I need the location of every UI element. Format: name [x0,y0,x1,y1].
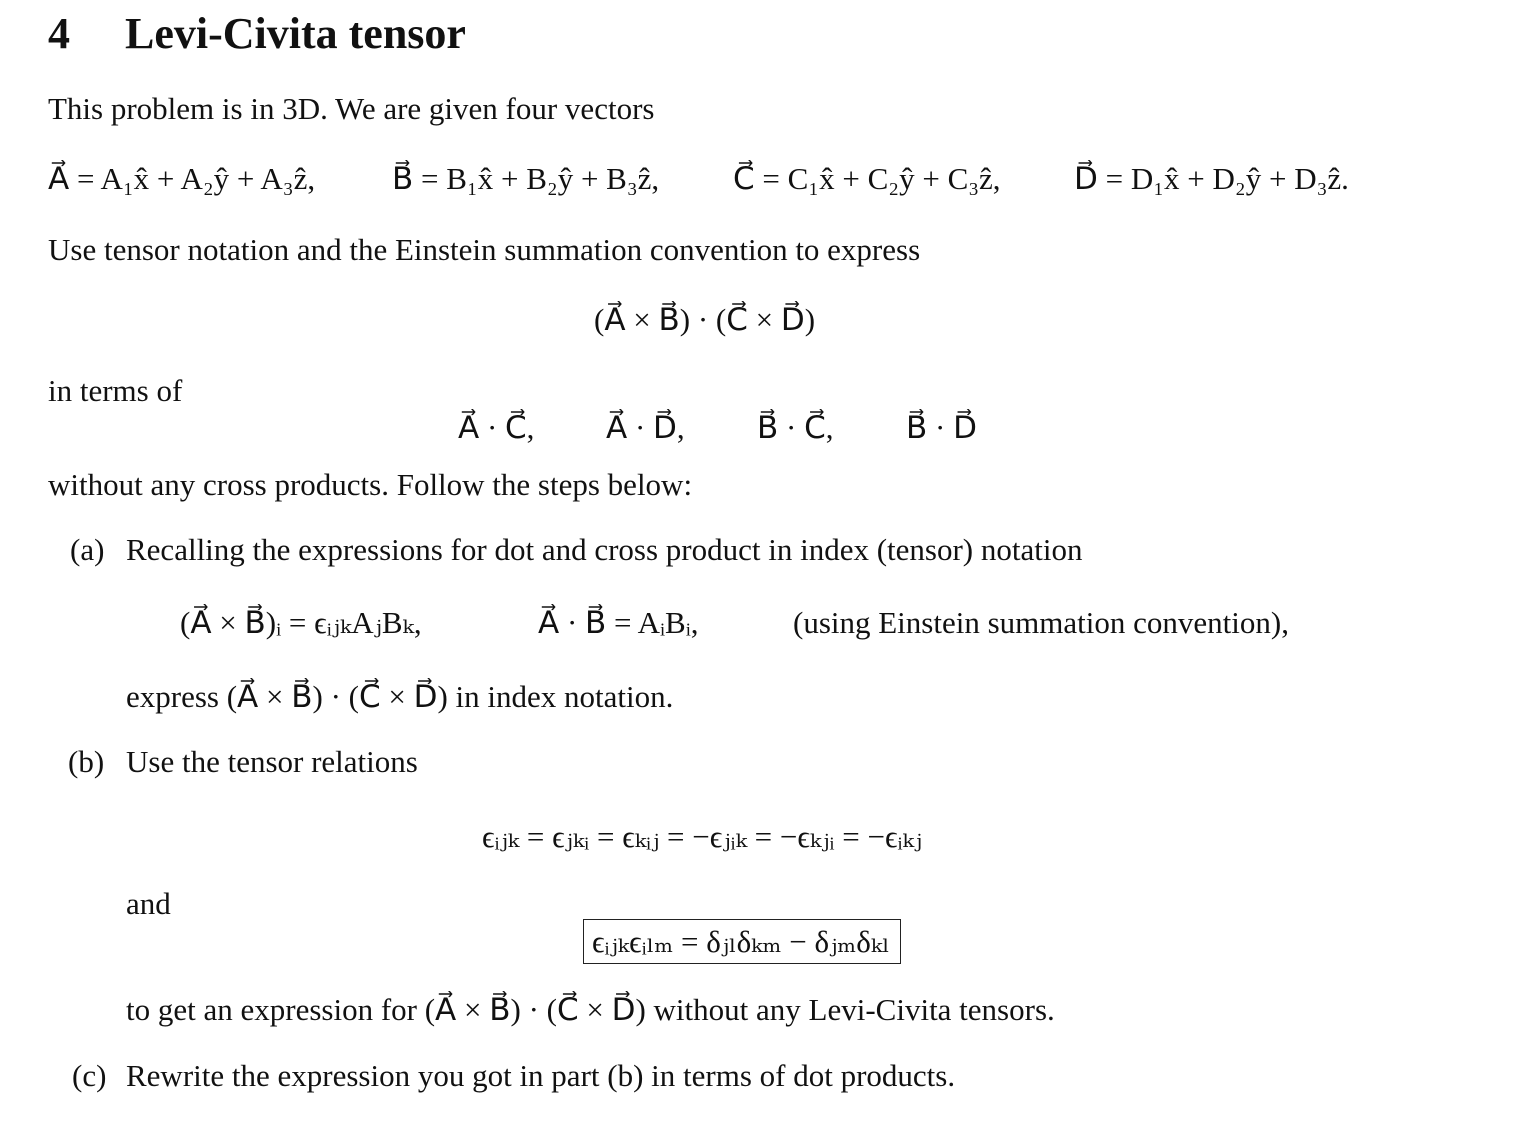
levi-civita-relations: ϵᵢⱼₖ = ϵⱼₖᵢ = ϵₖᵢⱼ = −ϵⱼᵢₖ = −ϵₖⱼᵢ = −ϵᵢₖⱼ [482,819,923,854]
epsilon-delta-identity: ϵᵢⱼₖϵᵢₗₘ = δⱼₗδₖₘ − δⱼₘδₖₗ [583,919,901,964]
part-a-express: express (A⃗ × B⃗) · (C⃗ × D⃗) in index notation. [126,679,674,714]
summation-note: (using Einstein summation convention), [793,605,1289,640]
dot-product-a-c: A⃗ · C⃗, [458,410,535,445]
vector-d-definition: D⃗ = D₁x̂ + D₂ŷ + D₃ẑ. [1074,161,1349,196]
part-a-text: Recalling the expressions for dot and cross product in index (tensor) notation [126,532,1083,567]
dot-product-formula: A⃗ · B⃗ = AᵢBᵢ, [538,605,699,640]
use-instruction: Use tensor notation and the Einstein summation convention to express [48,232,921,267]
target-expression: (A⃗ × B⃗) · (C⃗ × D⃗) [594,302,816,337]
dot-product-b-d: B⃗ · D⃗ [906,410,977,445]
part-b-conclusion: to get an expression for (A⃗ × B⃗) · (C⃗ × D⃗) without any Levi-Civita tensors. [126,992,1055,1027]
without-instruction: without any cross products. Follow the steps below: [48,467,693,502]
dot-product-b-c: B⃗ · C⃗, [757,410,834,445]
part-a-label: (a) [70,532,105,567]
intro-text: This problem is in 3D. We are given four vectors [48,91,655,126]
part-b-label: (b) [68,744,105,779]
part-c-label: (c) [72,1058,107,1093]
section-title: Levi-Civita tensor [125,9,466,58]
cross-product-formula: (A⃗ × B⃗)ᵢ = ϵᵢⱼₖAⱼBₖ, [180,605,422,640]
part-c-text: Rewrite the expression you got in part (b) in terms of dot products. [126,1058,956,1093]
section-number: 4 [48,9,70,58]
and-text: and [126,886,171,921]
vector-b-definition: B⃗ = B₁x̂ + B₂ŷ + B₃ẑ, [392,161,660,196]
dot-product-a-d: A⃗ · D⃗, [606,410,685,445]
epsilon-delta-identity-box [583,919,901,964]
in-terms-of-text: in terms of [48,373,183,408]
part-b-text: Use the tensor relations [126,744,418,779]
vector-c-definition: C⃗ = C₁x̂ + C₂ŷ + C₃ẑ, [733,161,1001,196]
vector-a-definition: A⃗ = A₁x̂ + A₂ŷ + A₃ẑ, [48,161,316,196]
